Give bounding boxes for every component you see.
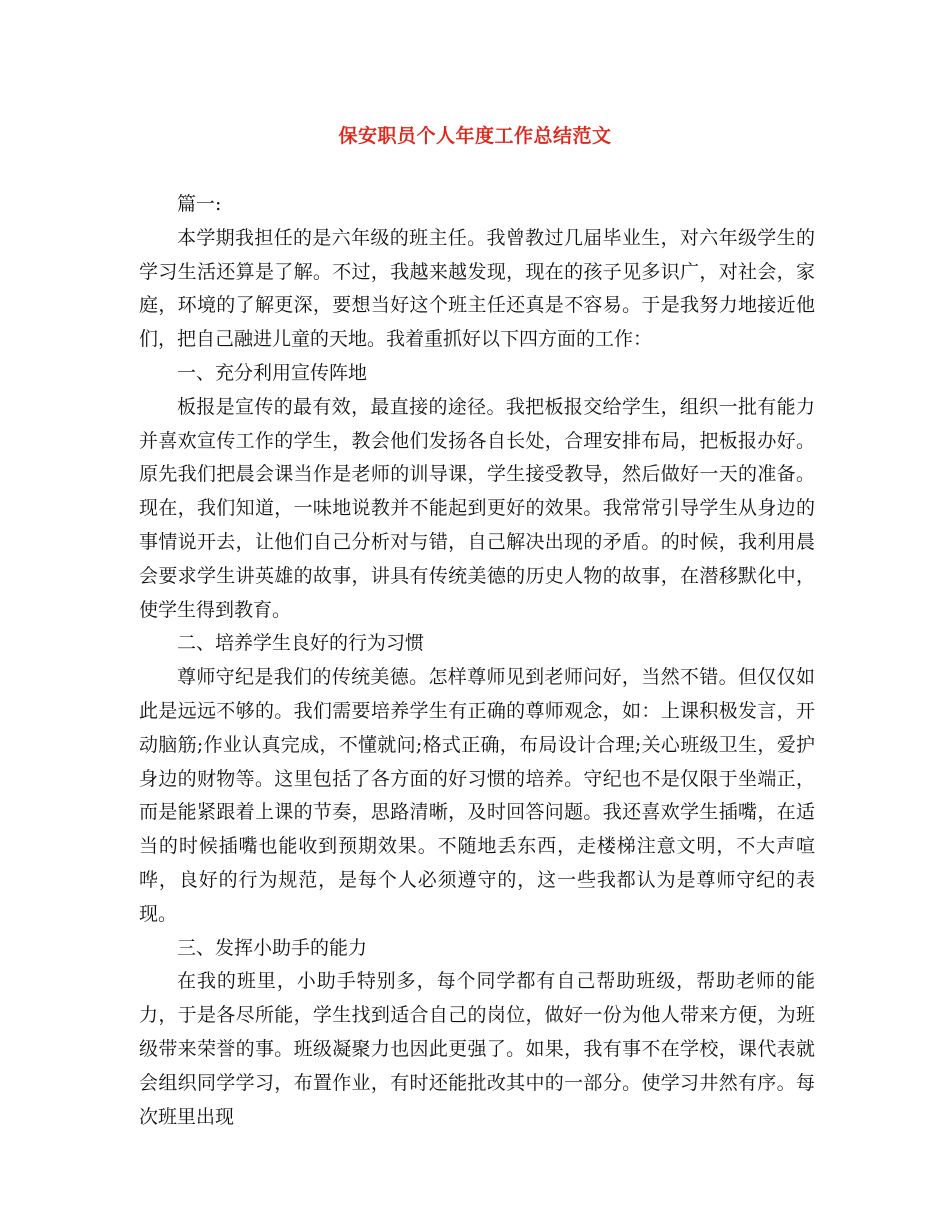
document-body (139, 188, 815, 1134)
heading-section-1: 一、充分利用宣传阵地 (177, 361, 368, 384)
paragraph-section-3: 在我的班里，小助手特别多，每个同学都有自己帮助班级，帮助老师的能力，于是各尽所能，学生找到适合自己的岗位，做好一份为他人带来方便，为班级带来荣誉的事。班级凝聚力也因此更强了。如果，我有事不在学校，课代表就会组织同学学习，布置作业，有时还能批改其中的一部分。使学习井然有序。每次班里出现 (139, 970, 815, 1128)
paragraph-section-1: 板报是宣传的最有效，最直接的途径。我把板报交给学生，组织一批有能力并喜欢宣传工作的学生，教会他们发扬各自长处，合理安排布局，把板报办好。原先我们把晨会课当作是老师的训导课，学生接受教导，然后做好一天的准备。现在，我们知道，一味地说教并不能起到更好的效果。我常常引导学生从身边的事情说开去，让他们自己分析对与错，自己解决出现的矛盾。的时候，我利用晨会要求学生讲英雄的故事，讲具有传统美德的历史人物的故事，在潜移默化中，使学生得到教育。 (139, 395, 815, 621)
paragraph-section-label: 篇一: (177, 193, 222, 215)
heading-section-3: 三、发挥小助手的能力 (177, 936, 368, 959)
paragraph-section-2: 尊师守纪是我们的传统美德。怎样尊师见到老师问好，当然不错。但仅仅如此是远远不够的。我们需要培养学生有正确的尊师观念，如：上课积极发言，开动脑筋;作业认真完成，不懂就问;格式正确，布局设计合理;关心班级卫生，爱护身边的财物等。这里包括了各方面的好习惯的培养。守纪也不是仅限于坐端正，而是能紧跟着上课的节奏，思路清晰，及时回答问题。我还喜欢学生插嘴，在适当的时候插嘴也能收到预期效果。不随地丢东西，走楼梯注意文明，不大声喧哗，良好的行为规范，是每个人必须遵守的，这一些我都认为是尊师守纪的表现。 (139, 666, 815, 925)
heading-section-2: 二、培养学生良好的行为习惯 (177, 632, 425, 655)
paragraph-intro: 本学期我担任的是六年级的班主任。我曾教过几届毕业生，对六年级学生的学习生活还算是了解。不过，我越来越发现，现在的孩子见多识广，对社会，家庭，环境的了解更深，要想当好这个班主任还真是不容易。于是我努力地接近他们，把自己融进儿童的天地。我着重抓好以下四方面的工作： (139, 226, 815, 351)
document-title: 保安职员个人年度工作总结范文 (338, 125, 612, 147)
